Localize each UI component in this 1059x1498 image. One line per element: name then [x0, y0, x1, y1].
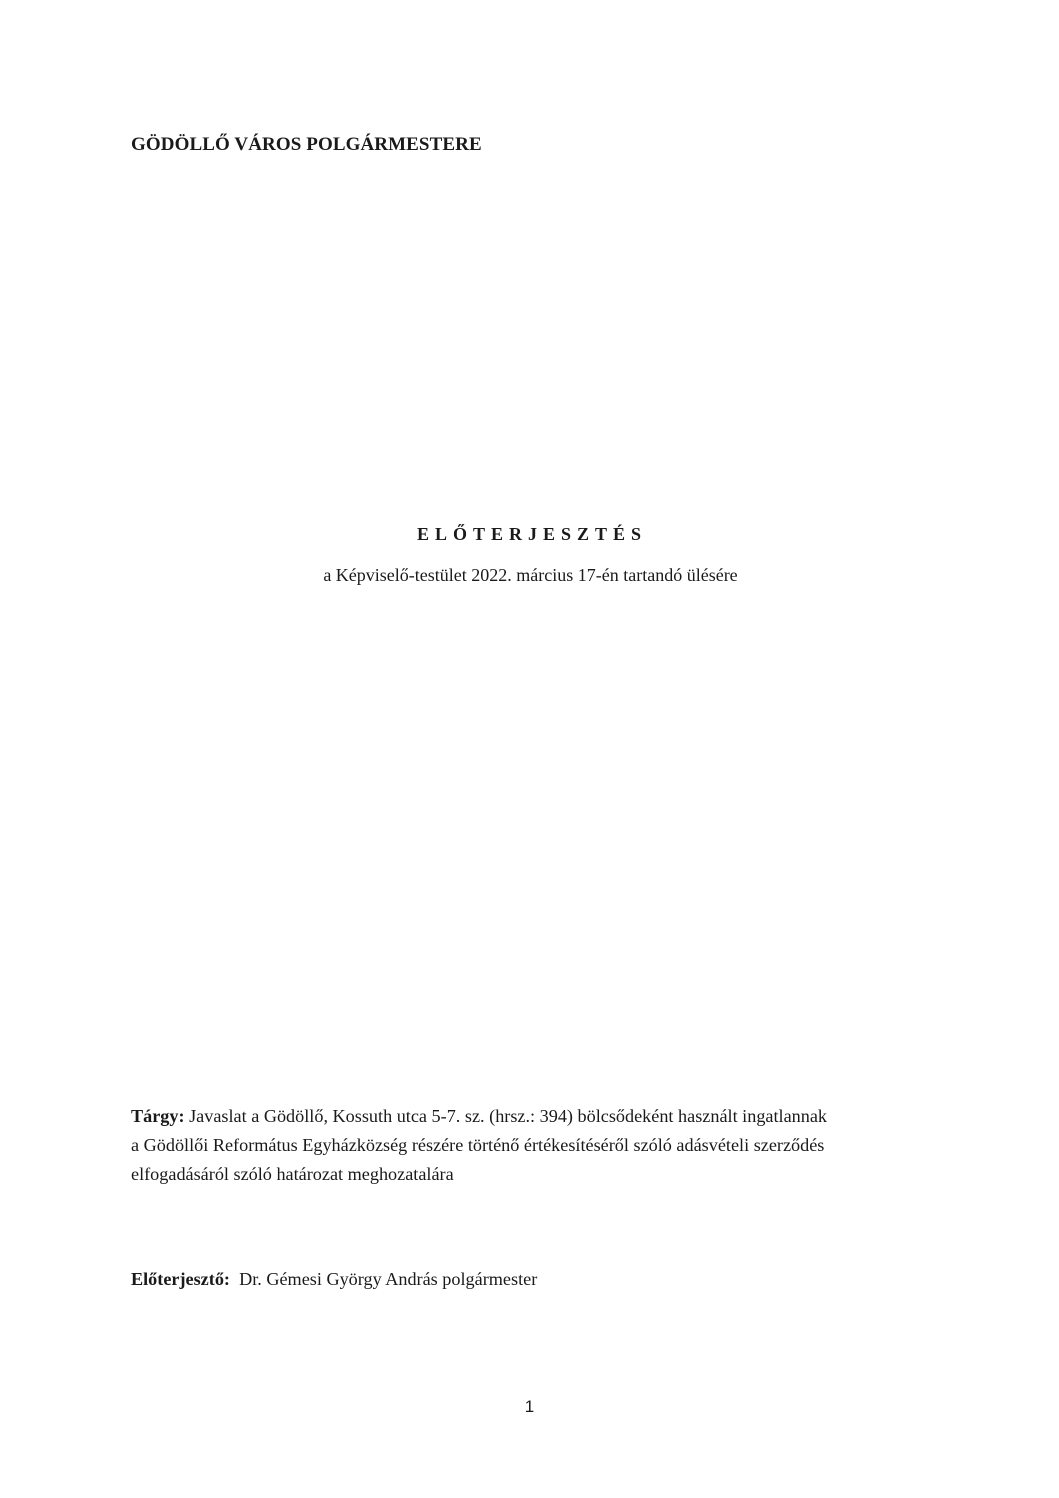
presenter-label: Előterjesztő:: [131, 1269, 230, 1289]
page-number: 1: [524, 1397, 535, 1416]
subject-label: Tárgy:: [131, 1106, 185, 1126]
issuer-title: GÖDÖLLŐ VÁROS POLGÁRMESTERE: [131, 134, 482, 155]
subject-block: [131, 1102, 961, 1189]
subject-line-1: [131, 1102, 961, 1131]
document-title: ELŐTERJESZTÉS: [416, 524, 648, 544]
subject-text-1: Javaslat a Gödöllő, Kossuth utca 5-7. sz. (hrsz.: 394) bölcsődeként használt ingatlannak: [184, 1106, 828, 1126]
subject-text-2: a Gödöllői Református Egyházközség részére történő értékesítéséről szóló adásvételi szerződés: [131, 1135, 825, 1155]
document-subtitle: a Képviselő-testület 2022. március 17-én tartandó ülésére: [323, 565, 738, 585]
presenter-block: [131, 1269, 537, 1290]
subject-text-3: elfogadásáról szóló határozat meghozatalára: [131, 1164, 454, 1184]
presenter-name: Dr. Gémesi György András polgármester: [229, 1269, 538, 1289]
